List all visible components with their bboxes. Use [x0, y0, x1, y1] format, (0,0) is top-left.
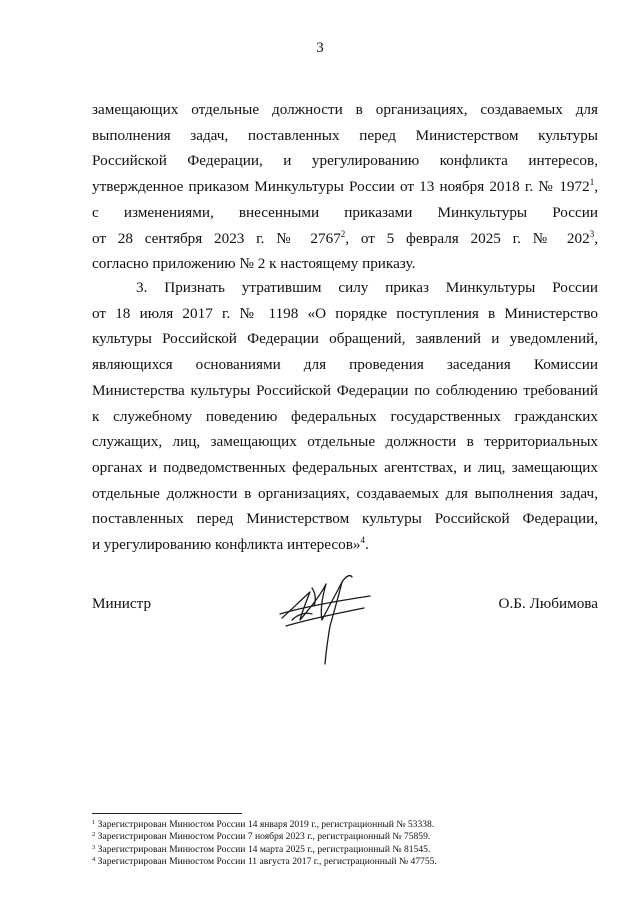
- footnote-text: Зарегистрирован Минюстом России 14 марта 2025 г., регистрационный № 81545.: [97, 843, 431, 855]
- text-line: и урегулированию конфликта интересов»$^4$.: [92, 535, 369, 554]
- footnote-ref[interactable]: 4: [360, 535, 365, 546]
- footnote-number: 1: [92, 819, 96, 826]
- footnote-ref[interactable]: 2: [340, 228, 346, 239]
- footnote-ref[interactable]: 1: [589, 177, 595, 188]
- footnote: [92, 831, 437, 843]
- text-line: Министерства культуры Российской Федерации по соблюдению требований: [92, 381, 598, 399]
- text-line: являющихся основаниями для проведения заседания Комиссии: [92, 356, 598, 374]
- footnote: [92, 819, 437, 831]
- text-line: замещающих отдельные должности в организациях, создаваемых для: [92, 101, 598, 118]
- text-line: поставленных перед Министерством культуры Российской Федерации,: [92, 510, 598, 528]
- text-line: 3. Признать утратившим силу приказ Минкультуры России: [136, 279, 598, 296]
- text-line: от 18 июля 2017 г. № 1198 «О порядке поступления в Министерство: [92, 304, 598, 322]
- footnote-number: 4: [92, 855, 96, 863]
- signatory-position: Министр: [92, 595, 152, 612]
- footnote-number: 2: [92, 831, 96, 839]
- text-line: с изменениями, внесенными приказами Минкультуры России: [92, 203, 598, 221]
- text-line-content: от 28 сентября 2023 г. № 2767: [92, 229, 341, 247]
- text-line: органах и подведомственных федеральных агентствах, и лиц, замещающих: [92, 458, 598, 476]
- text-line: культуры Российской Федерации обращений, заявлений и уведомлений,: [92, 330, 598, 348]
- handwritten-signature: [276, 568, 376, 670]
- text-line: служащих, лиц, замещающих отдельные должности в территориальных: [92, 433, 598, 451]
- footnote-number: 3: [92, 843, 96, 851]
- text-line: от 28 сентября 2023 г. № 2767$^2$, от 5 февраля 2025 г. № $202^3$,: [92, 228, 599, 247]
- text-line: согласно приложению № 2 к настоящему приказу.: [92, 255, 416, 273]
- footnote-separator: [92, 813, 242, 814]
- text-line: к служебному поведению федеральных государственных гражданских: [92, 407, 598, 425]
- text-line-content: утвержденное приказом Минкультуры России от 13 ноября 2018 г. № 1972: [92, 178, 590, 196]
- text-line: Российской Федерации, и урегулированию конфликта интересов,: [92, 152, 598, 170]
- footnotes: [92, 819, 437, 868]
- footnote: [92, 844, 437, 856]
- footnote: [92, 856, 437, 868]
- paragraph-item-3: [92, 275, 598, 558]
- text-line: выполнения задач, поставленных перед Министерством культуры: [92, 126, 598, 144]
- footnote-text: Зарегистрирован Минюстом России 7 ноября 2023 г., регистрационный № 75859.: [97, 831, 431, 843]
- paragraph-continuation: [92, 97, 598, 277]
- footnote-text: Зарегистрирован Минюстом России 11 августа 2017 г., регистрационный № 47755.: [97, 855, 437, 867]
- footnote-text: Зарегистрирован Минюстом России 14 января 2019 г., регистрационный № 53338.: [97, 819, 435, 830]
- page-number: 3: [316, 40, 324, 56]
- signatory-name: О.Б. Любимова: [498, 595, 598, 612]
- footnote-ref[interactable]: 3: [589, 228, 595, 239]
- text-line-content: и урегулированию конфликта интересов»: [92, 536, 361, 554]
- text-line: отдельные должности в организациях, создаваемых для выполнения задач,: [92, 484, 598, 502]
- text-line: утвержденное приказом Минкультуры России от 13 ноября 2018 г. № 1972$^1$,: [92, 177, 598, 196]
- text-line-content: , от 5 февраля 2025 г. № 202: [345, 229, 590, 247]
